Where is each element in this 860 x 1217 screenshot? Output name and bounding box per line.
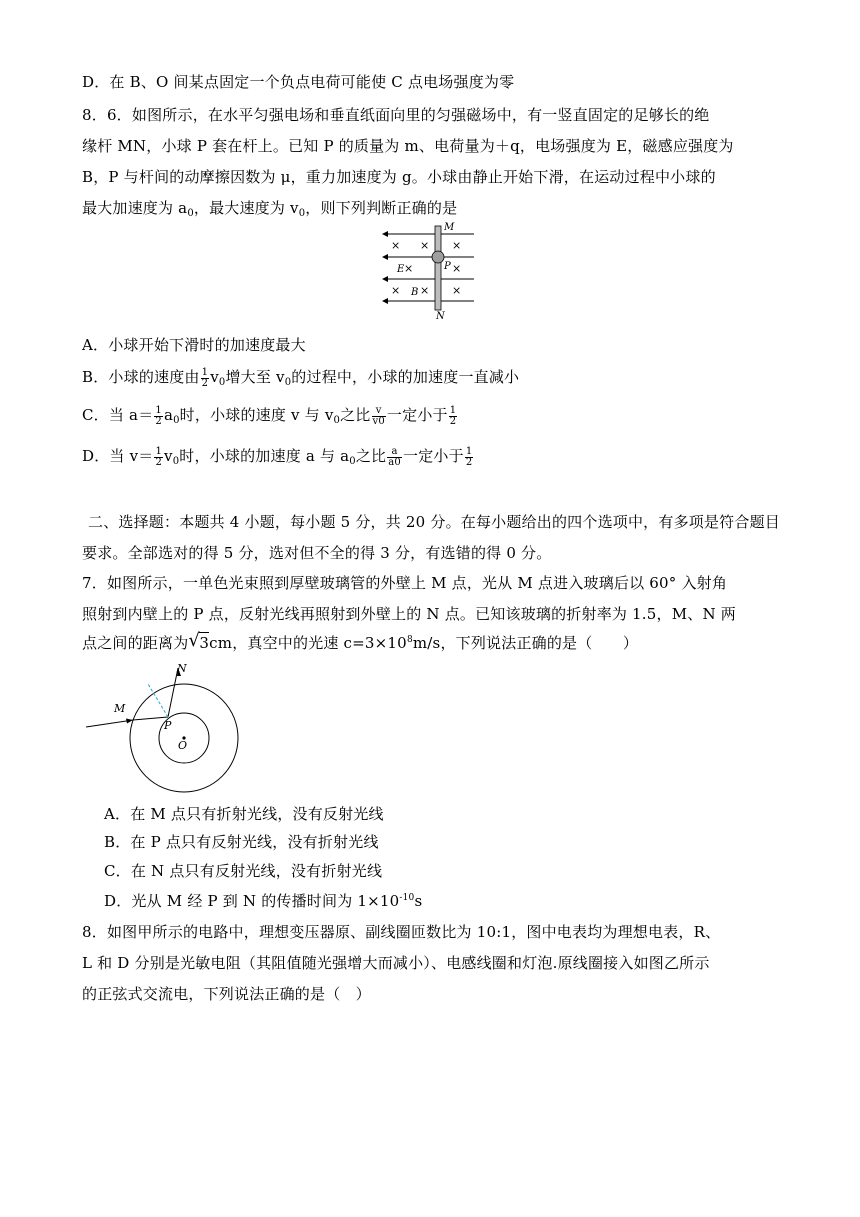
q86-stem-line-4: 最大加速度为 $a_0$，最大速度为 $v_0$，则下列判断正确的是: [82, 199, 458, 219]
svg-text:×: ×: [452, 284, 462, 297]
svg-text:P: P: [444, 261, 451, 272]
q7-stem-line-1: 7．如图所示，一单色光束照到厚壁玻璃管的外壁上 M 点，光从 M 点进入玻璃后以 60° 入射角: [82, 574, 728, 592]
svg-text:N: N: [436, 311, 445, 322]
svg-text:M: M: [444, 222, 455, 233]
svg-text:B: B: [411, 287, 419, 298]
svg-text:×: ×: [452, 239, 462, 252]
q86-option-d: D．当 v＝ $\frac{1}{2}$ $v_0$时，小球的加速度 a 与 $a_0$之比 $\frac{a}{a0}$ 一定小于 $\frac{1}{2}$: [82, 445, 473, 468]
svg-text:×: ×: [391, 284, 401, 297]
q86-option-c: C．当 a＝ $\frac{1}{2}$ $a_0$时，小球的速度 v 与 $v_0$之比 $\frac{v}{v0}$ 一定小于 $\frac{1}{2}$: [82, 404, 457, 427]
svg-text:×: ×: [452, 262, 462, 275]
q86-option-a: A．小球开始下滑时的加速度最大: [82, 336, 306, 354]
svg-text:×: ×: [420, 239, 430, 252]
svg-text:P: P: [164, 719, 172, 732]
svg-text:N: N: [177, 662, 187, 675]
section-2-instructions-line-1: 二、选择题：本题共 4 小题，每小题 5 分，共 20 分。在每小题给出的四个选项中，有多项是符合题目: [88, 513, 780, 531]
svg-text:O: O: [178, 739, 188, 752]
q8-stem-line-1: 8．如图甲所示的电路中，理想变压器原、副线圈匝数比为 10:1，图中电表均为理想电表，R、: [82, 923, 721, 941]
q7-stem-line-2: 照射到内壁上的 P 点，反射光线再照射到外壁上的 N 点。已知该玻璃的折射率为 1.5，M、N 两: [82, 605, 736, 623]
svg-text:×: ×: [404, 262, 414, 275]
svg-text:×: ×: [391, 239, 401, 252]
svg-text:E: E: [397, 264, 405, 275]
q7-option-a: A．在 M 点只有折射光线，没有反射光线: [104, 805, 384, 823]
q86-option-b: B．小球的速度由 $\frac{1}{2}$ $v_0$增大至 $v_0$的过程中，小球的加速度一直减小: [82, 366, 520, 389]
section-2-instructions-line-2: 要求。全部选对的得 5 分，选对但不全的得 3 分，有选错的得 0 分。: [82, 544, 552, 562]
q86-stem-line-1: 8．6．如图所示，在水平匀强电场和垂直纸面向里的匀强磁场中，有一竖直固定的足够长的绝: [82, 106, 710, 124]
q7-option-c: C．在 N 点只有反射光线，没有折射光线: [104, 862, 383, 880]
q8-stem-line-2: L 和 D 分别是光敏电阻（其阻值随光强增大而减小）、电感线圈和灯泡.原线圈接入如图乙所示: [82, 954, 710, 972]
prev-question-option-d: D．在 B、O 间某点固定一个负点电荷可能使 C 点电场强度为零: [82, 73, 515, 91]
q86-stem-line-2: 缘杆 MN，小球 P 套在杆上。已知 P 的质量为 m、电荷量为＋q，电场强度为 E，磁感应强度为: [82, 137, 734, 155]
svg-text:×: ×: [420, 284, 430, 297]
q7-stem-line-3: 点之间的距离为 √ 3cm，真空中的光速 $c=3\times 10^8m/s$，下列说法正确的是（ ）: [82, 630, 639, 652]
q7-glass-tube-figure: [82, 658, 252, 794]
q86-field-figure: [378, 222, 480, 322]
svg-text:M: M: [114, 702, 126, 715]
q86-stem-line-3: B，P 与杆间的动摩擦因数为 μ，重力加速度为 g。小球由静止开始下滑，在运动过程中小球的: [82, 168, 716, 186]
q7-option-b: B．在 P 点只有反射光线，没有折射光线: [104, 833, 379, 851]
q7-option-d: D．光从 M 经 P 到 N 的传播时间为 $1\times 10^{-10}s$: [104, 892, 423, 910]
q8-stem-line-3: 的正弦式交流电，下列说法正确的是（ ）: [82, 985, 371, 1003]
